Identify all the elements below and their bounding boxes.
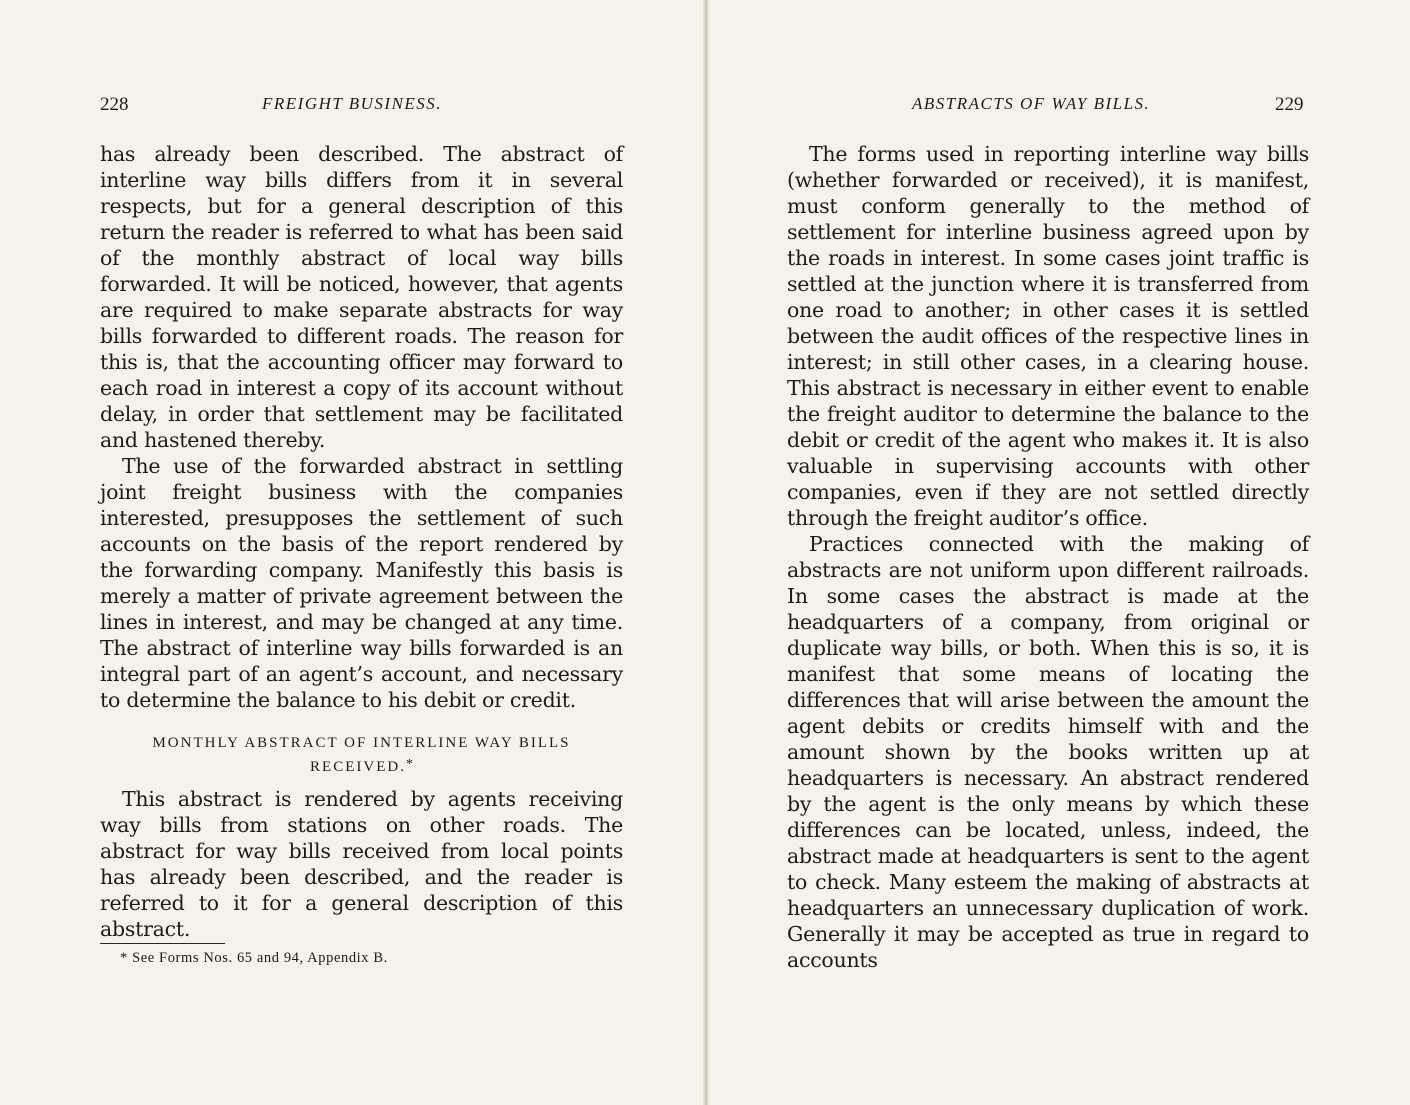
footnote: * See Forms Nos. 65 and 94, Appendix B. [120,950,388,966]
paragraph: This abstract is rendered by agents receiving way bills from stations on other roads. The abstract for way bills received from local points has already been described, and the reader is referred to it for a general description of this abstract. [100,787,623,941]
left-page [0,0,703,1105]
right-running-head: ABSTRACTS OF WAY BILLS. [912,94,1151,113]
left-page-number: 228 [100,94,129,115]
right-page-number: 229 [1275,94,1304,115]
paragraph: The use of the forwarded abstract in settling joint freight business with the companies interested, presupposes the settlement of such accounts on the basis of the report rendered by the forwarding company. Manifestly this basis is merely a matter of private agreement between the lines in interest, and may be changed at any time. The abstract of interline way bills forwarded is an integral part of an agent’s account, and necessary to determine the balance to his debit or credit. [100,454,623,712]
paragraph: has already been described. The abstract of interline way bills differs from it in several respects, but for a general description of this return the reader is referred to what has been said of the monthly abstract of local way bills forwarded. It will be noticed, however, that agents are required to make separate abstracts for way bills forwarded to different roads. The reason for this is, that the accounting officer may forward to each road in interest a copy of its account without delay, in order that settlement may be facilitated and hastened thereby. [100,142,623,452]
footnote-mark: * [405,757,413,772]
footnote-rule [100,943,225,944]
section-heading: MONTHLY ABSTRACT OF INTERLINE WAY BILLS RECEIVED.* [152,735,571,775]
right-page [709,0,1410,1105]
left-text-block [100,141,623,967]
left-running-head: FREIGHT BUSINESS. [262,94,443,113]
paragraph: Practices connected with the making of abstracts are not uniform upon different railroads. In some cases the abstract is made at the headquarters of a company, from original or duplicate way bills, or both. When this is so, it is manifest that some means of locating the differences that will arise between the amount the agent debits or credits himself with and the amount shown by the books written up at headquarters is necessary. An abstract rendered by the agent is the only means by which these differences can be located, unless, indeed, the abstract made at headquarters is sent to the agent to check. Many esteem the making of abstracts at headquarters an unnecessary duplication of work. Generally it may be accepted as true in regard to accounts [787,532,1309,972]
paragraph: The forms used in reporting interline way bills (whether forwarded or received), it is manifest, must conform generally to the method of settlement for interline business agreed upon by the roads in interest. In some cases joint traffic is settled at the junction where it is transferred from one road to another; in other cases it is settled between the audit offices of the respective lines in interest; in still other cases, in a clearing house. This abstract is necessary in either event to enable the freight auditor to determine the balance to the debit or credit of the agent who makes it. It is also valuable in supervising accounts with other companies, even if they are not settled directly through the freight auditor’s office. [787,142,1309,530]
right-text-block [787,141,1309,973]
